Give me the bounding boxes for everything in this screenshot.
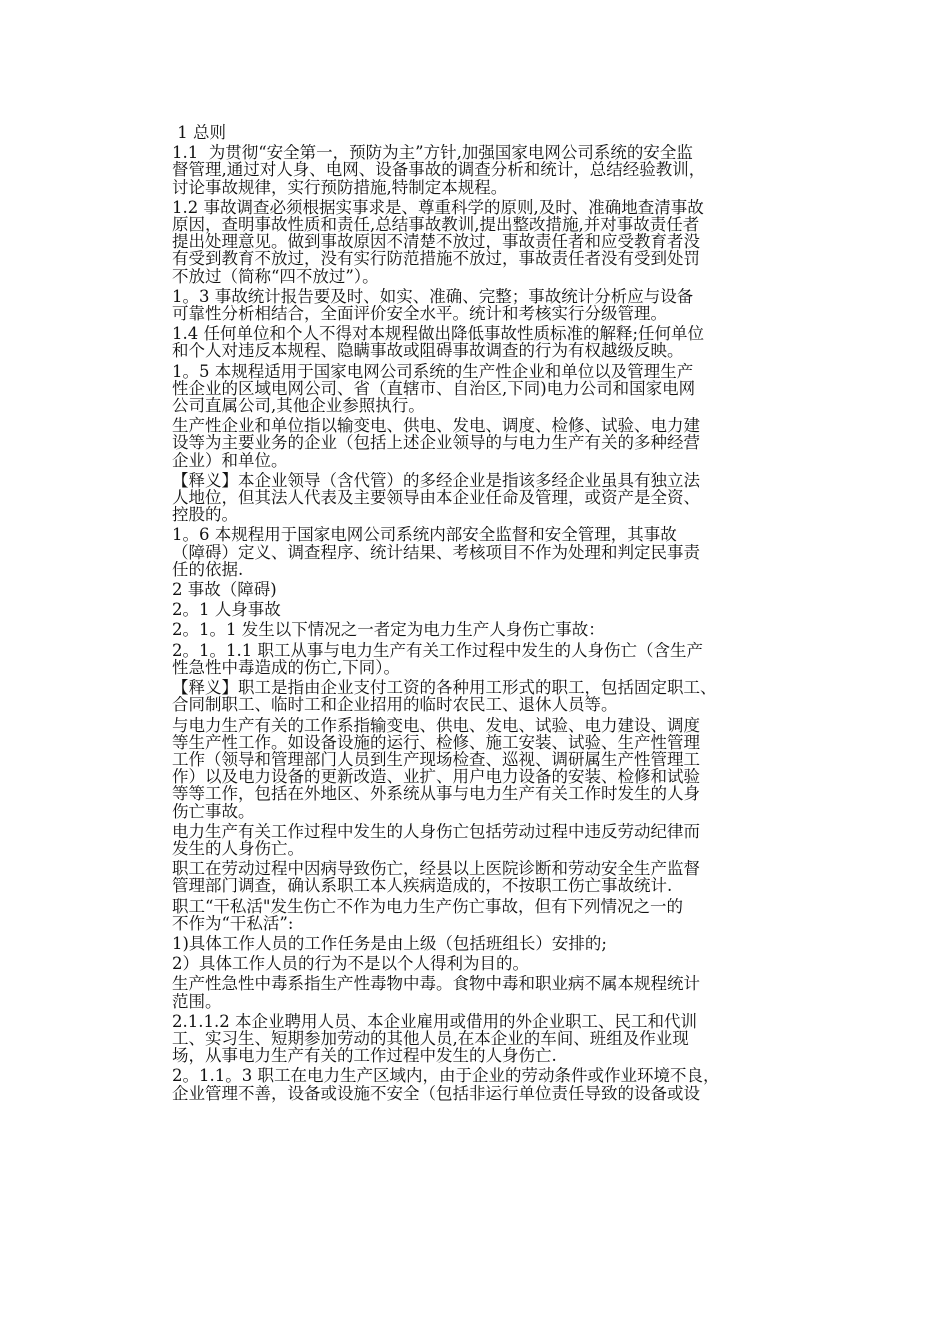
text-line: 人地位，但其法人代表及主要领导由本企业任命及管理，或资产是全资、 [172,488,700,508]
text-line: 2.1.1.2 本企业聘用人员、本企业雇用或借用的外企业职工、民工和代训 [172,1011,697,1031]
text-line: 职工“干私活"发生伤亡不作为电力生产伤亡事故，但有下列情况之一的 [172,896,684,916]
text-line: 2。1。1 发生以下情况之一者定为电力生产人身伤亡事故： [172,620,605,640]
text-line: 工作（领导和管理部门人员到生产现场检查、巡视、调研属生产性管理工 [172,749,700,769]
text-line: 和个人对违反本规程、隐瞒事故或阻碍事故调查的行为有权越级反映。 [172,341,684,361]
text-line: 范围。 [172,991,222,1011]
text-line: 2）具体工作人员的行为不是以个人得利为目的。 [172,954,529,974]
text-line: 控股的。 [172,505,238,525]
text-line: 等等工作，包括在外地区、外系统从事与电力生产有关工作时发生的人身 [172,784,700,804]
text-line: 企业管理不善，设备或设施不安全（包括非运行单位责任导致的设备或设 [172,1083,700,1103]
text-line: 作）以及电力设备的更新改造、业扩、用户电力设备的安装、检修和试验 [172,767,700,787]
text-line: （障碍）定义、调查程序、统计结果、考核项目不作为处理和判定民事责 [172,542,700,562]
text-line: 任的依据. [172,559,244,579]
text-line: 1.2 事故调查必须根据实事求是、尊重科学的原则,及时、准确地查清事故 [172,197,704,217]
text-line: 1.4 任何单位和个人不得对本规程做出降低事故性质标准的解释;任何单位 [172,324,705,344]
text-line: 管理部门调查，确认系职工本人疾病造成的，不按职工伤亡事故统计. [172,876,673,896]
document-body [172,124,792,1102]
text-line: 2。1 人身事故 [172,600,281,620]
text-line: 合同制职工、临时工和企业招用的临时农民工、退休人员等。 [172,695,618,715]
text-line: 督管理,通过对人身、电网、设备事故的调查分析和统计，总结经验教训， [172,160,706,180]
text-line: 生产性企业和单位指以输变电、供电、发电、调度、检修、试验、电力建 [172,416,700,436]
text-line: 讨论事故规律，实行预防措施,特制定本规程。 [172,177,508,197]
text-line: 伤亡事故。 [172,801,255,821]
text-line: 电力生产有关工作过程中发生的人身伤亡包括劳动过程中违反劳动纪律而 [172,821,700,841]
text-line: 场，从事电力生产有关的工作过程中发生的人身伤亡. [172,1046,557,1066]
text-line: 性急性中毒造成的伤亡,下同）。 [172,657,400,677]
text-line: 提出处理意见。做到事故原因不清楚不放过，事故责任者和应受教育者没 [172,232,700,252]
section-heading: 1 总则 [172,123,226,142]
text-line: 发生的人身伤亡。 [172,838,304,858]
text-line: 等生产性工作。如设备设施的运行、检修、施工安装、试验、生产性管理 [172,732,700,752]
text-line: 1。6 本规程用于国家电网公司系统内部安全监督和安全管理，其事故 [172,525,677,545]
text-line: 生产性急性中毒系指生产性毒物中毒。食物中毒和职业病不属本规程统计 [172,974,700,994]
text-line: 性企业的区域电网公司、省（直辖市、自治区,下同)电力公司和国家电网 [172,378,696,398]
text-line: 2。1.1。3 职工在电力生产区域内，由于企业的劳动条件或作业环境不良， [172,1066,720,1086]
text-line: 有受到教育不放过，没有实行防范措施不放过，事故责任者没有受到处罚 [172,249,700,269]
text-line: 2。1。1.1 职工从事与电力生产有关工作过程中发生的人身伤亡（含生产 [172,640,703,660]
text-line: 企业）和单位。 [172,450,288,470]
text-line: 1)具体工作人员的工作任务是由上级（包括班组长）安排的; [172,933,607,953]
text-line: 2 事故（障碍) [172,580,277,600]
text-line: 职工在劳动过程中因病导致伤亡，经县以上医院诊断和劳动安全生产监督 [172,859,700,879]
text-line: 与电力生产有关的工作系指输变电、供电、发电、试验、电力建设、调度 [172,715,700,735]
text-line: 不放过（简称“四不放过”）。 [172,266,379,286]
text-line: 不作为“干私活”: [172,913,294,933]
text-line: 1。3 事故统计报告要及时、如实、准确、完整；事故统计分析应与设备 [172,286,694,306]
text-line: 1.1 为贯彻“安全第一，预防为主”方针,加强国家电网公司系统的安全监 [172,143,693,163]
text-line: 设等为主要业务的企业（包括上述企业领导的与电力生产有关的多种经营 [172,433,700,453]
text-line: 原因，查明事故性质和责任,总结事故教训,提出整改措施,并对事故责任者 [172,215,700,235]
text-line: 【释义】本企业领导（含代管）的多经企业是指该多经企业虽具有独立法 [172,470,700,490]
text-line: 可靠性分析相结合，全面评价安全水平。统计和考核实行分级管理。 [172,304,667,324]
text-line: 公司直属公司,其他企业参照执行。 [172,396,425,416]
text-line: 1。5 本规程适用于国家电网公司系统的生产性企业和单位以及管理生产 [172,361,694,381]
text-line: 工、实习生、短期参加劳动的其他人员,在本企业的车间、班组及作业现 [172,1028,689,1048]
text-line: 【释义】职工是指由企业支付工资的各种用工形式的职工，包括固定职工、 [172,678,717,698]
